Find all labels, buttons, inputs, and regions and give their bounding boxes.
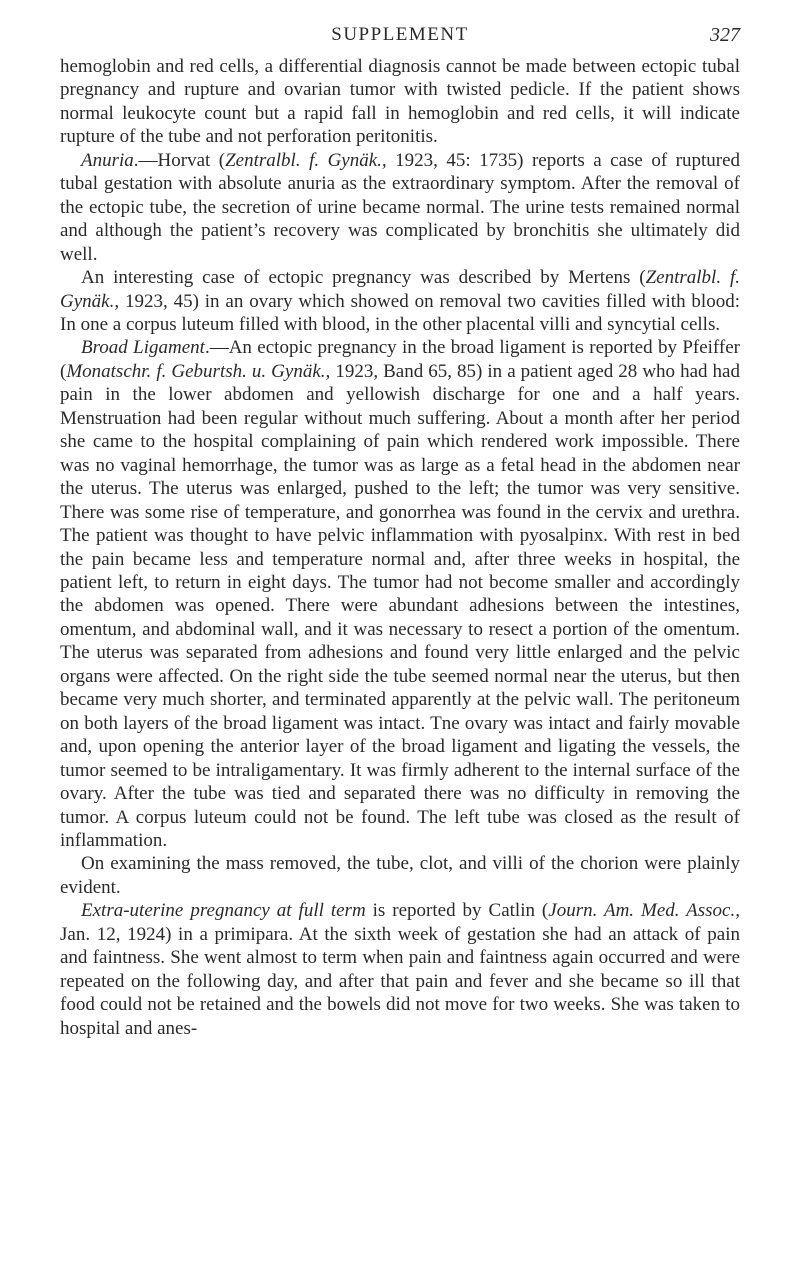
text-run: is reported by Catlin (: [365, 900, 549, 922]
paragraph-broad-ligament: [60, 336, 740, 852]
body-text: [60, 55, 740, 1040]
citation-journal: Zentralbl. f. Gynäk.,: [225, 149, 387, 171]
section-heading-broad-ligament: Broad Ligament: [81, 337, 205, 359]
text-run: 1923, 45: 1735) reports a case of ruptured tubal gestation with absolute anuria as the extraordinary symptom. After the removal of the ectopic tube, the secretion of urine became normal. The urine tests remained normal and although the patient’s recovery was complicated by bronchitis she ultimately did well.: [60, 149, 740, 265]
paragraph-mass-examination: [60, 852, 740, 899]
text-run: An interesting case of ectopic pregnancy was described by Mertens (: [81, 267, 646, 289]
running-title: SUPPLEMENT: [331, 24, 469, 45]
text-run: .—An ectopic pregnancy in the broad ligament is reported by Pfeiffer (: [60, 337, 740, 382]
text-run: .—Horvat (: [133, 149, 226, 171]
text-run: Jan. 12, 1924) in a primipara. At the sixth week of gestation she had an attack of pain and faintness. She went almost to term when pain and faintness again occurred and were repeated on the following day, and after that pain and fever and she became so ill that food could not be retained and the bowels did not move for two weeks. She was taken to hospital and anes-: [60, 923, 740, 1039]
citation-journal: Zentralbl. f. Gynäk.,: [60, 267, 740, 312]
citation-journal: Journ. Am. Med. Assoc.,: [548, 900, 740, 922]
text-run: hemoglobin and red cells, a differential diagnosis cannot be made between ectopic tubal pregnancy and rupture and ovarian tumor with twisted pedicle. If the patient shows normal leukocyte count but a rapid fall in hemoglobin and red cells, it will indicate rupture of the tube and not perforation peritonitis.: [60, 56, 740, 148]
text-run: 1923, Band 65, 85) in a patient aged 28 who had had pain in the lower abdomen and yellowish discharge for one and a half years. Menstruation had been regular without much suffering. About a month after her period she came to the hospital complaining of pain which rendered work impossible. There was no vaginal hemorrhage, the tumor was as large as a fetal head in the abdomen near the uterus. The uterus was enlarged, pushed to the left; the tumor was very sensitive. There was some rise of temperature, and gonorrhea was found in the cervix and urethra. The patient was thought to have pelvic inflammation with pyosalpinx. With rest in bed the pain became less and temperature normal and, after three weeks in hospital, the patient left, to return in eight days. The tumor had not become smaller and accordingly the abdomen was opened. There were abundant adhesions between the intestines, omentum, and abdominal wall, and it was necessary to resect a portion of the omentum. The uterus was separated from adhesions and found very little enlarged and the pelvic organs were affected. On the right side the tube seemed normal near the uterus, but then became very much shorter, and terminated apparently at the pelvic wall. The peritoneum on both layers of the broad ligament was intact. Tne ovary was intact and fairly movable and, upon opening the anterior layer of the broad ligament and ligating the vessels, the tumor seemed to be intraligamentary. It was firmly adherent to the internal surface of the ovary. After the tube was tied and separated there was no difficulty in removing the tumor. A corpus luteum could not be found. The left tube was closed as the result of inflammation.: [60, 360, 740, 851]
paragraph-mertens-case: [60, 266, 740, 336]
citation-journal: Monatschr. f. Geburtsh. u. Gynäk.,: [66, 360, 331, 382]
section-heading-anuria: Anuria: [81, 149, 134, 171]
paragraph-leukocyte-diagnosis: [60, 55, 740, 149]
paragraph-extra-uterine: [60, 899, 740, 1040]
page-number: 327: [710, 24, 740, 46]
text-run: 1923, 45) in an ovary which showed on removal two cavities filled with blood: In one a corpus luteum filled with blood, in the other placental villi and syncytial cells.: [60, 290, 740, 335]
paragraph-anuria: [60, 149, 740, 266]
text-run: On examining the mass removed, the tube, clot, and villi of the chorion were plainly evident.: [60, 853, 740, 898]
section-heading-extra-uterine: Extra-uterine pregnancy at full term: [81, 900, 366, 922]
running-head: [0, 22, 800, 52]
